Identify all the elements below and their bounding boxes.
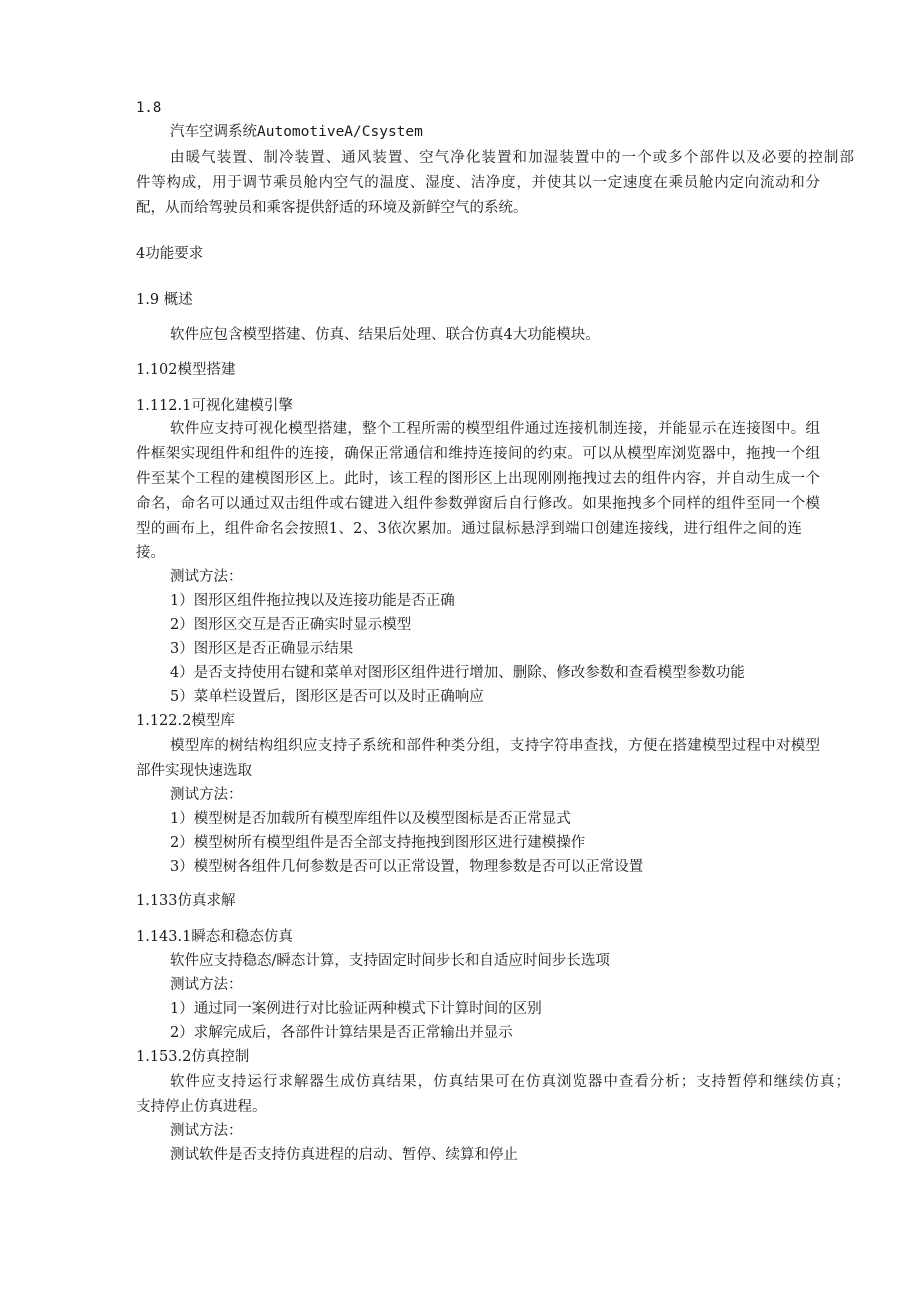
title-zh: 汽车空调系统	[170, 124, 257, 140]
paragraph-line: 软件应支持稳态/瞬态计算，支持固定时间步长和自适应时间步长选项	[170, 953, 610, 969]
test-item: 4）是否支持使用右键和菜单对图形区组件进行增加、删除、修改参数和查看模型参数功能	[170, 665, 745, 681]
test-item: 1）图形区组件拖拉拽以及连接功能是否正确	[170, 593, 455, 609]
test-method-label: 测试方法：	[170, 977, 243, 993]
paragraph-line: 接。	[136, 545, 165, 561]
section-heading-1-10: 1.102模型搭建	[136, 362, 236, 378]
test-item: 3）模型树各组件几何参数是否可以正常设置，物理参数是否可以正常设置	[170, 859, 644, 875]
paragraph-line: 部件实现快速选取	[136, 763, 252, 779]
test-item: 2）图形区交互是否正确实时显示模型	[170, 617, 412, 633]
section-heading-1-11: 1.112.1可视化建模引擎	[136, 398, 293, 414]
section-heading-1-9: 1.9 概述	[136, 292, 193, 308]
paragraph-line: 命名，命名可以通过双击组件或右键进入组件参数弹窗后自行修改。如果拖拽多个同样的组件至同一个模	[136, 496, 820, 512]
title-en: AutomotiveA/Csystem	[257, 124, 423, 140]
paragraph-line: 模型库的树结构组织应支持子系统和部件种类分组，支持字符串查找，方便在搭建模型过程中对模型	[170, 738, 820, 754]
paragraph-line: 件框架实现组件和组件的连接，确保正常通信和维持连接间的约束。可以从模型库浏览器中，拖拽一个组	[136, 446, 820, 462]
section-title-automotive-ac	[170, 122, 423, 142]
paragraph-line: 软件应支持运行求解器生成仿真结果，仿真结果可在仿真浏览器中查看分析；支持暂停和继续仿真；	[170, 1074, 850, 1090]
test-item: 3）图形区是否正确显示结果	[170, 641, 354, 657]
paragraph-line: 软件应支持可视化模型搭建，整个工程所需的模型组件通过连接机制连接，并能显示在连接图中。组	[170, 421, 820, 437]
test-method-label: 测试方法：	[170, 569, 243, 585]
test-method-label: 测试方法：	[170, 1123, 243, 1139]
chapter-heading-4: 4功能要求	[136, 246, 204, 262]
section-heading-1-13: 1.133仿真求解	[136, 893, 236, 909]
test-item: 1）通过同一案例进行对比验证两种模式下计算时间的区别	[170, 1001, 542, 1017]
test-method-label: 测试方法：	[170, 787, 243, 803]
paragraph-line: 件等构成，用于调节乘员舱内空气的温度、湿度、洁净度，并使其以一定速度在乘员舱内定向流动和分	[136, 175, 820, 191]
paragraph-line: 型的画布上，组件命名会按照1、2、3依次累加。通过鼠标悬浮到端口创建连接线，进行组件之间的连	[136, 521, 802, 537]
paragraph-line: 件至某个工程的建模图形区上。此时，该工程的图形区上出现刚刚拖拽过去的组件内容，并自动生成一个	[136, 471, 820, 487]
test-item: 2）求解完成后，各部件计算结果是否正常输出并显示	[170, 1025, 513, 1041]
paragraph-line: 由暖气装置、制冷装置、通风装置、空气净化装置和加湿装置中的一个或多个部件以及必要的控制部	[170, 150, 854, 166]
test-item: 1）模型树是否加载所有模型库组件以及模型图标是否正常显式	[170, 811, 571, 827]
test-item: 2）模型树所有模型组件是否全部支持拖拽到图形区进行建模操作	[170, 835, 586, 851]
paragraph-line: 测试软件是否支持仿真进程的启动、暂停、续算和停止	[170, 1147, 518, 1163]
paragraph-line: 配，从而给驾驶员和乘客提供舒适的环境及新鲜空气的系统。	[136, 200, 528, 216]
paragraph-line: 软件应包含模型搭建、仿真、结果后处理、联合仿真4大功能模块。	[170, 327, 600, 343]
test-item: 5）菜单栏设置后，图形区是否可以及时正确响应	[170, 689, 484, 705]
paragraph-line: 支持停止仿真进程。	[136, 1099, 267, 1115]
section-heading-1-14: 1.143.1瞬态和稳态仿真	[136, 929, 293, 945]
section-number-1-8: 1.8	[136, 100, 162, 116]
section-heading-1-15: 1.153.2仿真控制	[136, 1049, 250, 1065]
section-heading-1-12: 1.122.2模型库	[136, 713, 235, 729]
